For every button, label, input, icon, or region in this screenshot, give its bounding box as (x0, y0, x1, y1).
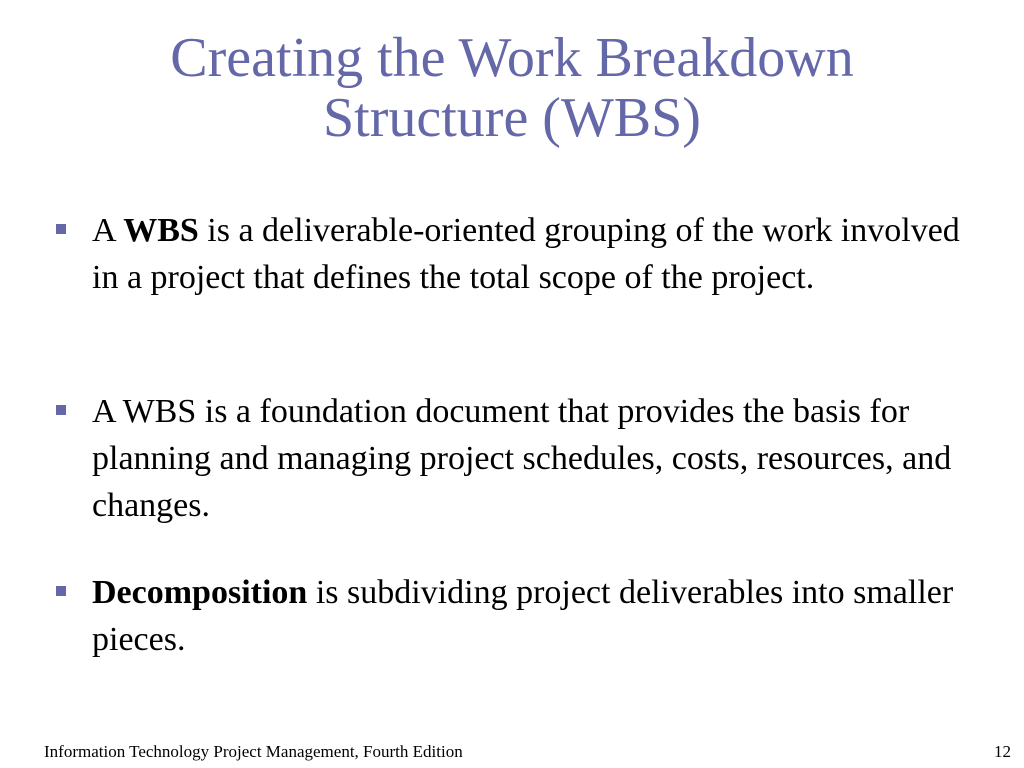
bullet-body: is subdividing project deliverables into smaller pieces. (92, 574, 954, 658)
bullet-text (92, 388, 992, 529)
bullet-text (92, 207, 992, 301)
square-bullet-icon (56, 224, 66, 234)
bullet-prefix: A (92, 212, 124, 249)
bullet-body: is a deliverable-oriented grouping of the work involved in a project that defines the total scope of the project. (92, 212, 960, 296)
slide-title-line-2: Structure (WBS) (323, 87, 701, 149)
square-bullet-icon (56, 405, 66, 415)
footer-source: Information Technology Project Management, Fourth Edition (44, 742, 463, 761)
slide-title-line-1: Creating the Work Breakdown (170, 27, 854, 89)
bullet-body: A WBS is a foundation document that provides the basis for planning and managing project schedules, costs, resources, and changes. (92, 393, 952, 524)
bullet-term: Decomposition (92, 574, 308, 611)
page-number: 12 (994, 742, 1011, 761)
square-bullet-icon (56, 586, 66, 596)
bullet-term: WBS (123, 212, 199, 249)
slide-title (0, 28, 1024, 148)
bullet-text (92, 569, 992, 663)
